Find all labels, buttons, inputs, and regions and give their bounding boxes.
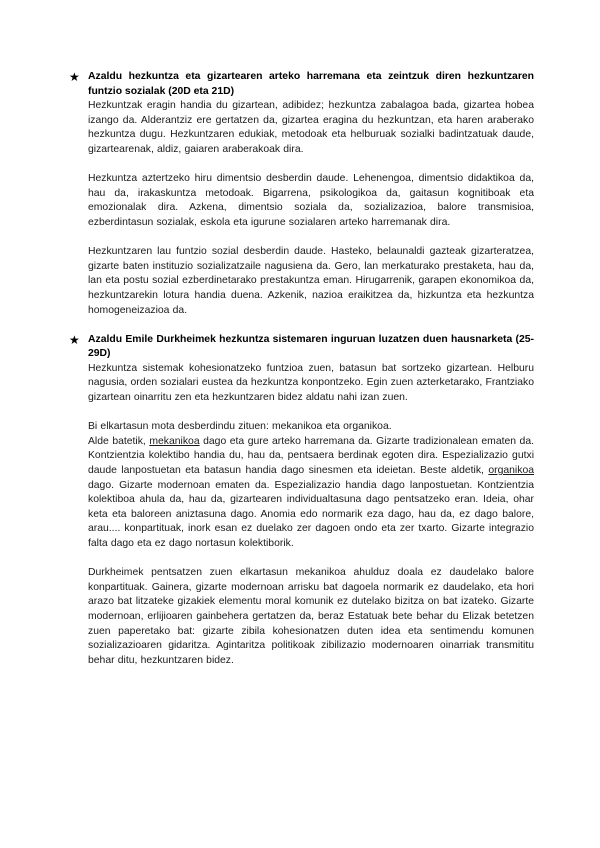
answer-paragraph: Hezkuntza sistemak kohesionatzeko funtzioa zuen, batasun bat sortzeko gizartean. Helburu nagusia, orden sozialari eustea da hezkuntza konpontzeko. Egin zuen azterketarako, Frantziako gizartean oinarritu zen eta hezkuntzaren bidez aldatu nahi izan zuen. — [88, 362, 534, 404]
underlined-term: organikoa — [488, 465, 534, 477]
star-bullet-icon: ★ — [69, 70, 80, 84]
question-heading: Azaldu Emile Durkheimek hezkuntza sistemaren inguruan luzatzen duen hausnarketa (25-29D) — [88, 333, 534, 360]
answer-paragraph: Hezkuntzaren lau funtzio sozial desberdin daude. Hasteko, belaunaldi gazteak gizarteratzea, gizarte baten instituzio sozializatzaile nagusiena da. Gero, lan merkaturako prestaketa, hau da, lan eta postu sozial ezberdinetarako prestakuntza eman. Hirugarrenik, garapen ekonomikoa da, hezkuntzarekin lotura handia duena. Azkenik, nazioa eraikitzea da, hizkuntza eta hezkuntza homogeneizazioa da. — [88, 246, 534, 316]
answer-paragraph: Bi elkartasun mota desberdindu zituen: mekanikoa eta organikoa. — [88, 421, 392, 433]
text-run: dago. Gizarte modernoan ematen da. Espezializazio handia dago lanpostuetan. Kontzientzia kolektiboa ahula da, hau da, gizartearen individualtasuna dago pentsatzeko eran. Ideia, ohar keta eta baloreen aniztasuna dago. Anomia edo normarik eza dago, hau da, ez dago balore, arau.... konpartituak, inork esan ez duelako zer dagoen ondo eta zer txarto. Gizarte integrazio falta dago eta ez dago nortasun kolektiborik. — [88, 479, 534, 549]
text-run: dago eta gure arteko harremana da. Gizarte tradizionalean ematen da. Kontzientzia kolektibo handia du, hau da, pentsaera berdinak egoten dira. Espezializazio gutxi daude lanpostuetan eta batasun handia dago sinesmen eta ideietan. Beste aldetik, — [88, 435, 535, 477]
question-section-2 — [69, 332, 535, 669]
underlined-term: mekanikoa — [149, 435, 200, 447]
answer-paragraph — [88, 435, 534, 552]
answer-paragraph: Hezkuntzak eragin handia du gizartean, adibidez; hezkuntza zabalagoa bada, gizartea hobea izango da. Alderantziz ere gertatzen da, gizartea eragina du hezkuntzan, eta haren araberako hezkuntza dugu. Hezkuntzaren edukiak, metodoak eta helburuak sozialki badintzatuak daude, gizartearenak, aldiz, gaiaren araberakoak dira. — [88, 100, 534, 155]
question-heading: Azaldu hezkuntza eta gizartearen arteko harremana eta zeintzuk diren hezkuntzaren funtzio sozialak (20D eta 21D) — [88, 71, 534, 97]
answer-paragraph: Durkheimek pentsatzen zuen elkartasun mekanikoa ahulduz doala ez daudelako balore konpartituak. Gainera, gizarte modernoan arrisku bat dagoela normarik ez daudelako, eta hori arazo bat litzateke gizakiek elementu moral komunik ez dutelako bizitza on bat izateko. Gizarte modernoan, erlijioaren gainbehera gertatzen da, beraz Estatuak bete behar du Elizak betetzen zuen paperetako bat: gizarte zibila kohesionatzen duten idea eta sentimendu komunen sozializazioaren gidaritza. Agintaritza politikoak zibilizazio modernoaren oinarriak transmititu behar ditu, hezkuntzaren bidez. — [88, 567, 534, 666]
star-bullet-icon: ★ — [69, 332, 80, 347]
text-run: Alde batetik, — [88, 435, 150, 447]
answer-paragraph: Hezkuntza aztertzeko hiru dimentsio desberdin daude. Lehenengoa, dimentsio didaktikoa da, hau da, irakaskuntza metodoak. Bigarrena, psikologikoa da, gaitasun kognitiboak eta emozionalak dira. Azkena, dimentsio soziala da, sozializazioa, balore transmisioa, ezberdintasun sozialak, eskola eta igurune sozialaren arteko harremanak dira. — [88, 173, 534, 228]
question-section-1 — [69, 70, 534, 318]
